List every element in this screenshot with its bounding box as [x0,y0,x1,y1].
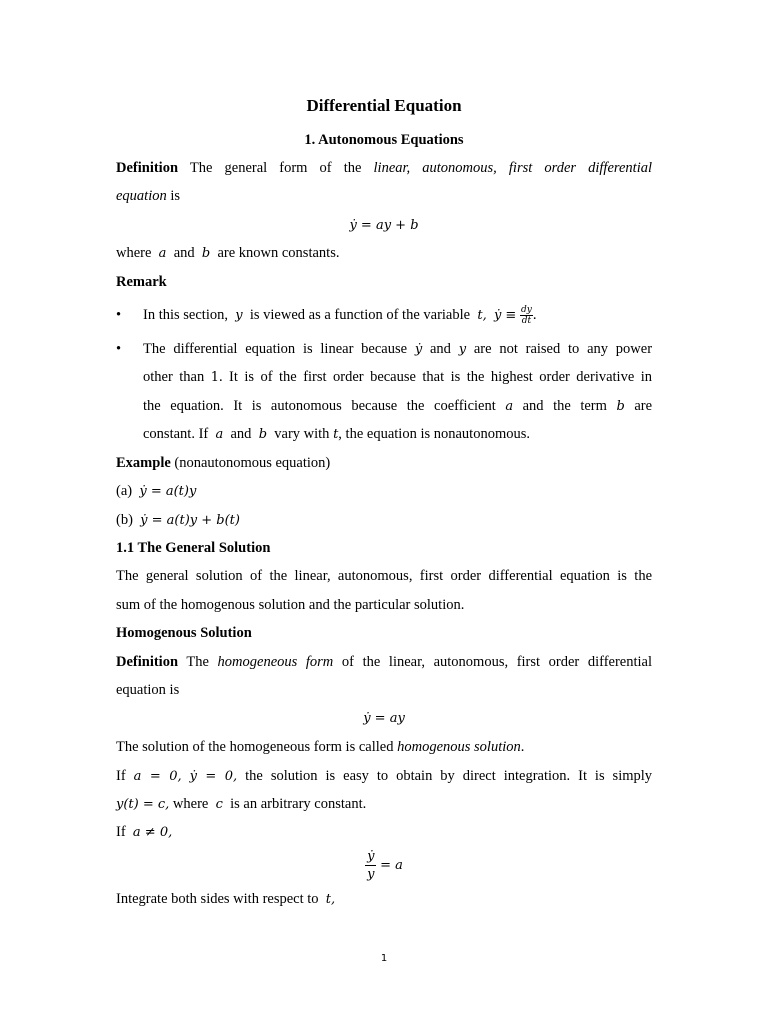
emphasis: homogenous solution [397,739,521,755]
equation-ratio [116,848,652,883]
definition-label: Definition [116,160,179,176]
definition-2-line-1 [116,652,652,672]
text: . [532,307,537,323]
fraction-numerator: ẏ [367,849,375,864]
text: , the equation is nonautonomous. [338,426,530,442]
text: of the linear, autonomous, first order differential [341,654,653,670]
bullet-2-line-3 [143,396,652,417]
text: other than [143,369,205,385]
fraction-ydot-over-y [365,848,376,883]
text: and [173,245,195,261]
text: If [116,824,126,840]
text: the equation. It is autonomous because the coefficient [143,398,496,414]
definition-emphasis: homogeneous form [217,654,334,670]
math-b: b [616,399,625,414]
example-b-label: (b) [116,512,133,528]
bullet-2-line-1 [143,339,652,360]
general-solution-line-2: sum of the homogenous solution and the particular solution. [116,597,465,613]
example-a-equation: ẏ = a(t)y [139,484,197,499]
definition-2-line-2: equation is [116,682,180,698]
example-a [116,481,652,502]
document-title: Differential Equation [306,96,462,115]
bullet-1 [143,305,652,326]
example-a-label: (a) [116,483,133,499]
example-text: (nonautonomous equation) [174,455,331,471]
integrate-line [116,889,652,910]
math-a: a [158,246,167,261]
fraction-dy-dt [520,305,533,326]
homogenous-solution-sentence [116,737,652,757]
section-heading-autonomous: 1. Autonomous Equations [304,132,464,148]
text: The [186,654,209,670]
definition-1-line-1 [116,158,652,178]
text: and the term [522,398,607,414]
if-a-zero-line-2 [116,794,652,815]
equation-rhs: = a [380,857,403,873]
example-heading [116,453,652,473]
math-b: b [201,246,211,261]
example-label: Example [116,455,171,471]
text: Integrate both sides with respect to [116,891,319,907]
fraction-numerator: dy [520,305,532,316]
bullet-marker: • [116,307,122,323]
math-c: c [215,797,223,812]
section-heading-general-solution: 1.1 The General Solution [116,540,271,556]
homogenous-solution-heading: Homogenous Solution [116,625,252,641]
constants-line [116,243,652,264]
text: are known constants. [217,245,340,261]
page-number: 1 [380,953,388,964]
text: and [230,426,252,442]
math-a: a [215,427,224,442]
math-t: t [333,427,339,442]
math-t: t, [477,308,487,323]
text: . It is of the first order because that is the highest order derivative in [218,369,653,385]
text: constant. If [143,426,209,442]
math-ydot: ẏ [414,342,423,357]
math-one: 1 [210,370,219,385]
text: where [172,796,209,812]
text: If [116,768,126,784]
text: vary with [274,426,330,442]
math-a-equals-zero: a = 0, [133,769,182,784]
text: . [520,739,525,755]
definition-emphasis-cont: equation [116,188,167,204]
text: The differential equation is linear because [143,341,408,357]
math-a: a [505,399,514,414]
bullet-marker: • [116,341,122,357]
example-b [116,510,652,531]
text: The solution of the homogeneous form is called [116,739,394,755]
math-b: b [258,427,268,442]
equation-homogeneous: ẏ = ay [363,711,405,726]
if-a-nonzero [116,822,652,843]
definition-emphasis: linear, autonomous, first order differential [373,160,653,176]
text: where [116,245,152,261]
text: are [634,398,653,414]
math-ydot-zero: ẏ = 0, [189,769,238,784]
example-b-equation: ẏ = a(t)y + b(t) [140,513,240,528]
text: are not raised to any power [473,341,653,357]
text: In this section, [143,307,228,323]
math-solution: y(t) = c, [116,797,170,812]
equation-linear-autonomous: ẏ = ay + b [349,218,419,233]
bullet-2-line-2 [143,367,652,388]
definition-text: The general form of the [189,160,362,176]
math-t: t, [325,892,336,907]
remark-heading: Remark [116,274,167,290]
text: and [429,341,451,357]
definition-text-cont: is [170,188,181,204]
math-y: y [235,308,243,323]
math-y: y [458,342,467,357]
definition-1-line-2 [116,186,652,206]
math-ydot: ẏ ≡ [493,308,517,323]
general-solution-line-1: The general solution of the linear, autonomous, first order differential equation is the [116,568,652,584]
math-a-nonzero: a ≠ 0, [132,825,173,840]
fraction-denominator: dt [521,316,532,327]
fraction-denominator: y [367,867,375,882]
text: is viewed as a function of the variable [249,307,471,323]
definition-label: Definition [116,654,179,670]
bullet-2-line-4 [143,424,652,445]
text: the solution is easy to obtain by direct integration. It is simply [245,768,653,784]
if-a-zero-line-1 [116,766,652,787]
text: is an arbitrary constant. [230,796,367,812]
